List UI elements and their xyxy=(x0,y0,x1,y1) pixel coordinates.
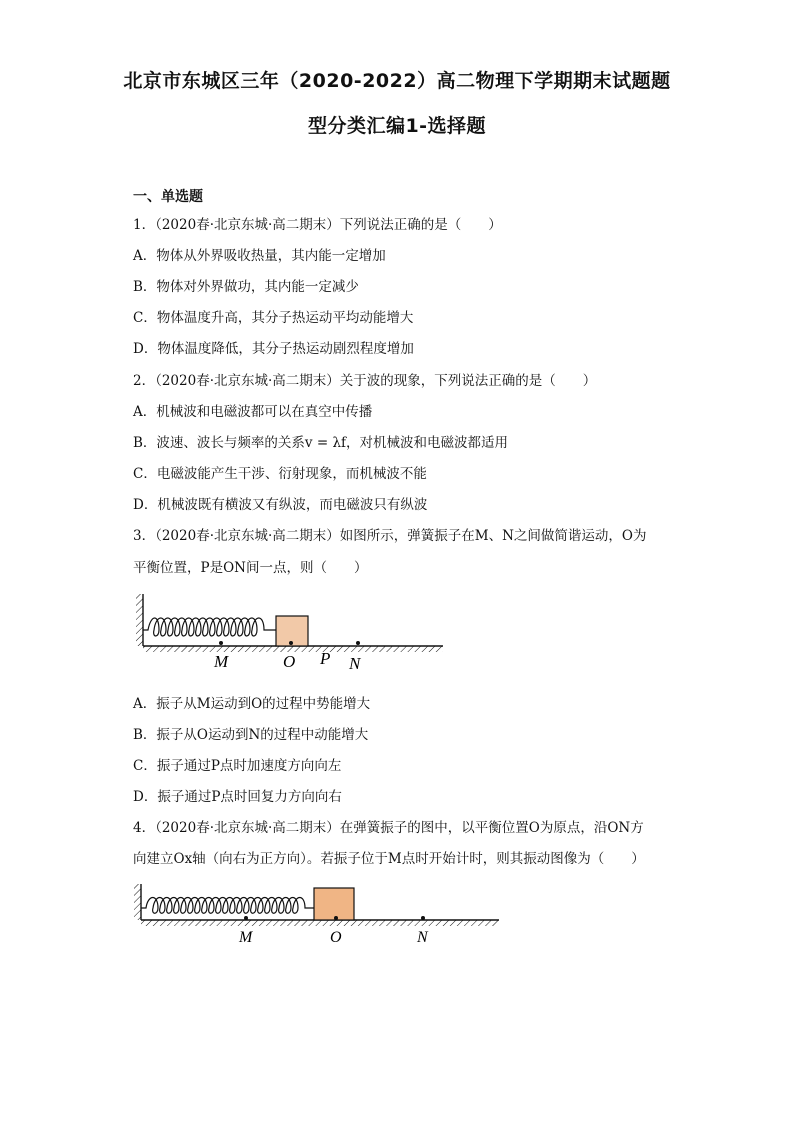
q3-option-b: B．振子从O运动到N的过程中动能增大 xyxy=(133,727,369,743)
q3-spring-figure xyxy=(130,590,450,670)
q4-label-m: M xyxy=(239,929,253,946)
q4-stem-line1: 4．（2020春·北京东城·高二期末）在弹簧振子的图中，以平衡位置O为原点，沿ON方 xyxy=(133,820,644,836)
q3-option-a: A．振子从M运动到O的过程中势能增大 xyxy=(133,696,371,712)
q4-label-o: O xyxy=(330,929,342,946)
q1-option-d: D．物体温度降低，其分子热运动剧烈程度增加 xyxy=(133,341,414,357)
q3-option-d: D．振子通过P点时回复力方向向右 xyxy=(133,789,342,805)
q3-label-m: M xyxy=(214,652,229,670)
q2-option-c: C．电磁波能产生干涉、衍射现象，而机械波不能 xyxy=(133,466,427,482)
q4-stem-line2: 向建立Ox轴（向右为正方向）。若振子位于M点时开始计时，则其振动图像为（ ） xyxy=(133,851,645,867)
q2-option-b: B．波速、波长与频率的关系v = λf，对机械波和电磁波都适用 xyxy=(133,435,508,451)
q3-label-n: N xyxy=(349,654,361,670)
section-heading: 一、单选题 xyxy=(133,189,203,205)
q2-stem: 2．（2020春·北京东城·高二期末）关于波的现象，下列说法正确的是（ ） xyxy=(133,373,597,389)
q2-option-d: D．机械波既有横波又有纵波，而电磁波只有纵波 xyxy=(133,497,428,513)
q1-option-b: B．物体对外界做功，其内能一定减少 xyxy=(133,279,359,295)
q2-option-a: A．机械波和电磁波都可以在真空中传播 xyxy=(133,404,373,420)
q3-label-p: P xyxy=(320,649,331,668)
q4-spring-figure xyxy=(130,878,510,950)
q1-option-a: A．物体从外界吸收热量，其内能一定增加 xyxy=(133,248,386,264)
q3-stem-line2: 平衡位置，P是ON间一点，则（ ） xyxy=(133,560,368,576)
q3-stem-line1: 3．（2020春·北京东城·高二期末）如图所示，弹簧振子在M、N之间做简谐运动，O为 xyxy=(133,528,647,544)
q3-option-c: C．振子通过P点时加速度方向向左 xyxy=(133,758,342,774)
q1-option-c: C．物体温度升高，其分子热运动平均动能增大 xyxy=(133,310,414,326)
q4-label-n: N xyxy=(417,929,428,946)
q3-label-o: O xyxy=(283,652,296,670)
document-title-line1: 北京市东城区三年（2020-2022）高二物理下学期期末试题题 xyxy=(123,70,671,92)
document-title-line2: 型分类汇编1-选择题 xyxy=(307,115,487,137)
q1-stem: 1．（2020春·北京东城·高二期末）下列说法正确的是（ ） xyxy=(133,217,502,233)
